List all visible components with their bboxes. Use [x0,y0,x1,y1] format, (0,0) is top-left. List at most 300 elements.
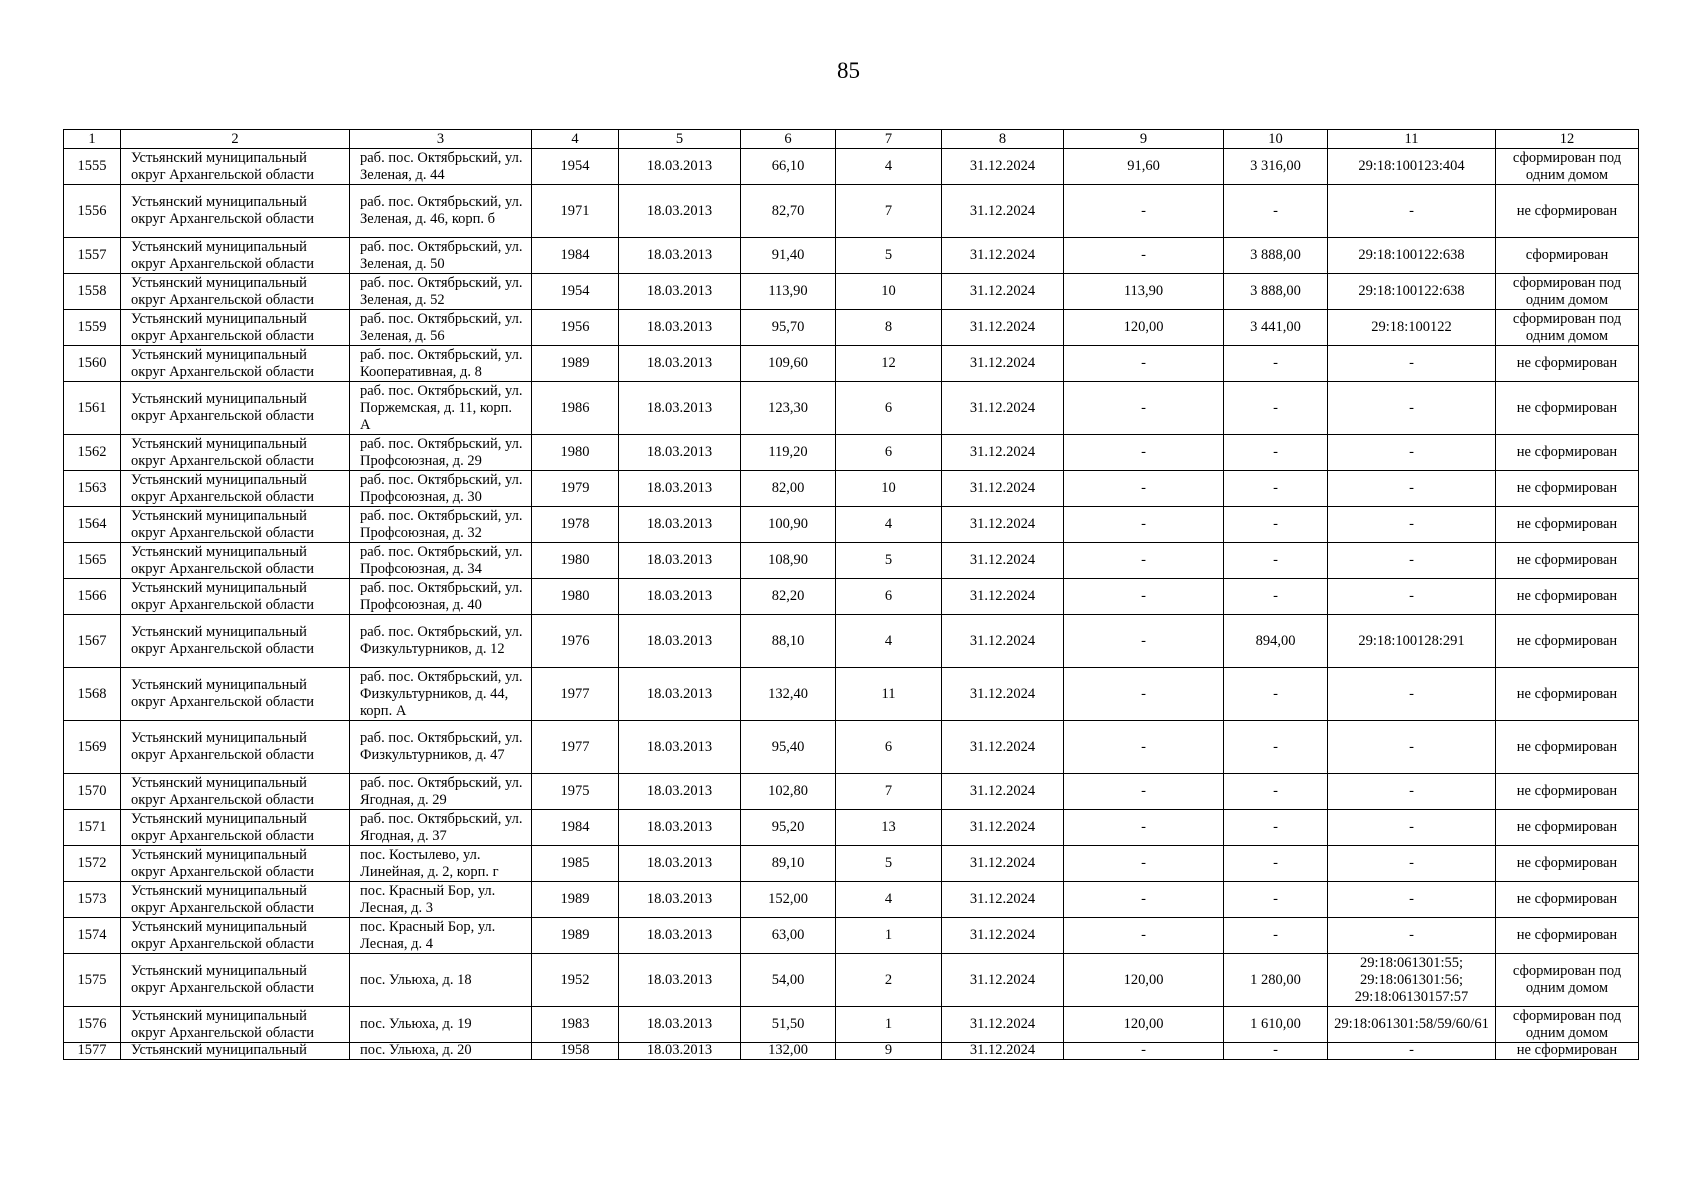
table-row [64,774,1639,810]
col9-cell: 91,60 [1064,149,1224,185]
col8-cell: 31.12.2024 [942,149,1064,185]
area-cell: 89,10 [741,846,836,882]
col7-cell: 4 [836,149,942,185]
cadastral-number-cell: 29:18:100122:638 [1328,238,1496,274]
year-cell: 1986 [532,382,619,435]
column-header-7: 7 [836,130,942,149]
cadastral-number-cell: - [1328,382,1496,435]
table-row [64,274,1639,310]
date-cell: 18.03.2013 [619,543,741,579]
owner-cell: Устьянский муниципальный округ Архангельской области [121,615,350,668]
address-cell: раб. пос. Октябрьский, ул. Зеленая, д. 52 [350,274,532,310]
date-cell: 18.03.2013 [619,1043,741,1060]
year-cell: 1952 [532,954,619,1007]
table-row [64,1043,1639,1060]
owner-cell: Устьянский муниципальный округ Архангельской области [121,774,350,810]
address-cell: пос. Ульюха, д. 20 [350,1043,532,1060]
land-status-cell: не сформирован [1496,846,1639,882]
address-cell: раб. пос. Октябрьский, ул. Ягодная, д. 37 [350,810,532,846]
address-cell: пос. Костылево, ул. Линейная, д. 2, корп. г [350,846,532,882]
column-header-3: 3 [350,130,532,149]
col9-cell: - [1064,846,1224,882]
land-status-cell: сформирован под одним домом [1496,274,1639,310]
table-row [64,238,1639,274]
cadastral-number-cell: - [1328,721,1496,774]
owner-cell: Устьянский муниципальный округ Архангельской области [121,149,350,185]
land-status-cell: не сформирован [1496,668,1639,721]
cadastral-number-cell: 29:18:100122 [1328,310,1496,346]
area-cell: 95,20 [741,810,836,846]
col10-cell: - [1224,579,1328,615]
address-cell: раб. пос. Октябрьский, ул. Физкультурников, д. 12 [350,615,532,668]
area-cell: 113,90 [741,274,836,310]
area-cell: 102,80 [741,774,836,810]
cadastral-number-cell: 29:18:100128:291 [1328,615,1496,668]
land-status-cell: не сформирован [1496,185,1639,238]
col10-cell: - [1224,668,1328,721]
col10-cell: - [1224,882,1328,918]
row-number-cell: 1556 [64,185,121,238]
col9-cell: - [1064,918,1224,954]
year-cell: 1984 [532,238,619,274]
year-cell: 1983 [532,1007,619,1043]
land-status-cell: сформирован под одним домом [1496,954,1639,1007]
area-cell: 95,70 [741,310,836,346]
table-row [64,846,1639,882]
cadastral-number-cell: - [1328,346,1496,382]
date-cell: 18.03.2013 [619,310,741,346]
owner-cell: Устьянский муниципальный округ Архангельской области [121,543,350,579]
column-number-row [64,130,1639,149]
col7-cell: 6 [836,579,942,615]
year-cell: 1954 [532,274,619,310]
row-number-cell: 1574 [64,918,121,954]
col8-cell: 31.12.2024 [942,346,1064,382]
col7-cell: 5 [836,238,942,274]
col8-cell: 31.12.2024 [942,310,1064,346]
year-cell: 1971 [532,185,619,238]
date-cell: 18.03.2013 [619,579,741,615]
col10-cell: - [1224,543,1328,579]
land-status-cell: не сформирован [1496,882,1639,918]
col8-cell: 31.12.2024 [942,918,1064,954]
col9-cell: - [1064,1043,1224,1060]
area-cell: 152,00 [741,882,836,918]
table-row [64,579,1639,615]
cadastral-number-cell: - [1328,1043,1496,1060]
address-cell: раб. пос. Октябрьский, ул. Профсоюзная, д. 40 [350,579,532,615]
col7-cell: 12 [836,346,942,382]
col7-cell: 13 [836,810,942,846]
col9-cell: - [1064,721,1224,774]
col8-cell: 31.12.2024 [942,774,1064,810]
date-cell: 18.03.2013 [619,668,741,721]
area-cell: 123,30 [741,382,836,435]
owner-cell: Устьянский муниципальный округ Архангельской области [121,382,350,435]
land-status-cell: не сформирован [1496,774,1639,810]
col7-cell: 1 [836,918,942,954]
year-cell: 1980 [532,579,619,615]
col9-cell: - [1064,810,1224,846]
col9-cell: - [1064,579,1224,615]
col7-cell: 1 [836,1007,942,1043]
col9-cell: - [1064,185,1224,238]
year-cell: 1958 [532,1043,619,1060]
year-cell: 1977 [532,721,619,774]
cadastral-number-cell: - [1328,810,1496,846]
column-header-11: 11 [1328,130,1496,149]
address-cell: раб. пос. Октябрьский, ул. Профсоюзная, д. 30 [350,471,532,507]
col7-cell: 9 [836,1043,942,1060]
col8-cell: 31.12.2024 [942,238,1064,274]
column-header-6: 6 [741,130,836,149]
date-cell: 18.03.2013 [619,846,741,882]
area-cell: 100,90 [741,507,836,543]
area-cell: 95,40 [741,721,836,774]
address-cell: раб. пос. Октябрьский, ул. Зеленая, д. 46, корп. б [350,185,532,238]
land-status-cell: не сформирован [1496,721,1639,774]
year-cell: 1989 [532,918,619,954]
year-cell: 1989 [532,346,619,382]
row-number-cell: 1560 [64,346,121,382]
row-number-cell: 1565 [64,543,121,579]
cadastral-number-cell: 29:18:100122:638 [1328,274,1496,310]
land-status-cell: сформирован под одним домом [1496,1007,1639,1043]
col10-cell: - [1224,382,1328,435]
cadastral-number-cell: 29:18:061301:55; 29:18:061301:56; 29:18:06130157:57 [1328,954,1496,1007]
land-status-cell: не сформирован [1496,615,1639,668]
row-number-cell: 1566 [64,579,121,615]
table-row [64,149,1639,185]
year-cell: 1978 [532,507,619,543]
col8-cell: 31.12.2024 [942,954,1064,1007]
date-cell: 18.03.2013 [619,185,741,238]
col10-cell: 3 441,00 [1224,310,1328,346]
col8-cell: 31.12.2024 [942,615,1064,668]
cadastral-number-cell: - [1328,543,1496,579]
table-row [64,668,1639,721]
address-cell: раб. пос. Октябрьский, ул. Профсоюзная, д. 34 [350,543,532,579]
table-row [64,615,1639,668]
row-number-cell: 1569 [64,721,121,774]
address-cell: раб. пос. Октябрьский, ул. Зеленая, д. 56 [350,310,532,346]
col7-cell: 4 [836,882,942,918]
area-cell: 109,60 [741,346,836,382]
owner-cell: Устьянский муниципальный округ Архангельской области [121,185,350,238]
row-number-cell: 1575 [64,954,121,1007]
owner-cell: Устьянский муниципальный округ Архангельской области [121,238,350,274]
col8-cell: 31.12.2024 [942,721,1064,774]
column-header-12: 12 [1496,130,1639,149]
address-cell: раб. пос. Октябрьский, ул. Физкультурников, д. 44, корп. А [350,668,532,721]
owner-cell: Устьянский муниципальный округ Архангельской области [121,918,350,954]
owner-cell: Устьянский муниципальный округ Архангельской области [121,1007,350,1043]
year-cell: 1954 [532,149,619,185]
land-status-cell: не сформирован [1496,346,1639,382]
page-number: 85 [837,58,860,83]
date-cell: 18.03.2013 [619,507,741,543]
col10-cell: 3 316,00 [1224,149,1328,185]
owner-cell: Устьянский муниципальный округ Архангельской области [121,954,350,1007]
col7-cell: 4 [836,615,942,668]
address-cell: пос. Красный Бор, ул. Лесная, д. 3 [350,882,532,918]
table-row [64,721,1639,774]
address-cell: раб. пос. Октябрьский, ул. Зеленая, д. 50 [350,238,532,274]
table-row [64,382,1639,435]
table-row [64,435,1639,471]
area-cell: 88,10 [741,615,836,668]
cadastral-number-cell: - [1328,774,1496,810]
year-cell: 1980 [532,435,619,471]
row-number-cell: 1559 [64,310,121,346]
date-cell: 18.03.2013 [619,435,741,471]
address-cell: пос. Ульюха, д. 18 [350,954,532,1007]
land-status-cell: не сформирован [1496,1043,1639,1060]
col8-cell: 31.12.2024 [942,810,1064,846]
cadastral-number-cell: 29:18:061301:58/59/60/61 [1328,1007,1496,1043]
col7-cell: 8 [836,310,942,346]
table-row [64,954,1639,1007]
row-number-cell: 1561 [64,382,121,435]
table-row [64,810,1639,846]
owner-cell: Устьянский муниципальный округ Архангельской области [121,310,350,346]
owner-cell: Устьянский муниципальный округ Архангельской области [121,846,350,882]
area-cell: 82,00 [741,471,836,507]
col7-cell: 7 [836,774,942,810]
column-header-4: 4 [532,130,619,149]
land-status-cell: не сформирован [1496,579,1639,615]
col9-cell: - [1064,615,1224,668]
cadastral-number-cell: - [1328,507,1496,543]
area-cell: 63,00 [741,918,836,954]
row-number-cell: 1573 [64,882,121,918]
col9-cell: - [1064,507,1224,543]
col8-cell: 31.12.2024 [942,579,1064,615]
address-cell: раб. пос. Октябрьский, ул. Поржемская, д. 11, корп. А [350,382,532,435]
col7-cell: 6 [836,721,942,774]
row-number-cell: 1555 [64,149,121,185]
date-cell: 18.03.2013 [619,238,741,274]
date-cell: 18.03.2013 [619,721,741,774]
row-number-cell: 1570 [64,774,121,810]
col9-cell: 120,00 [1064,1007,1224,1043]
table-body [64,149,1639,1060]
area-cell: 108,90 [741,543,836,579]
date-cell: 18.03.2013 [619,149,741,185]
row-number-cell: 1562 [64,435,121,471]
row-number-cell: 1564 [64,507,121,543]
col8-cell: 31.12.2024 [942,1007,1064,1043]
owner-cell: Устьянский муниципальный округ Архангельской области [121,435,350,471]
owner-cell: Устьянский муниципальный округ Архангельской области [121,882,350,918]
col10-cell: 894,00 [1224,615,1328,668]
column-header-1: 1 [64,130,121,149]
col10-cell: - [1224,1043,1328,1060]
row-number-cell: 1577 [64,1043,121,1060]
address-cell: раб. пос. Октябрьский, ул. Зеленая, д. 44 [350,149,532,185]
column-header-2: 2 [121,130,350,149]
land-status-cell: не сформирован [1496,918,1639,954]
row-number-cell: 1571 [64,810,121,846]
col8-cell: 31.12.2024 [942,846,1064,882]
date-cell: 18.03.2013 [619,274,741,310]
date-cell: 18.03.2013 [619,615,741,668]
row-number-cell: 1576 [64,1007,121,1043]
col7-cell: 5 [836,543,942,579]
table-row [64,543,1639,579]
owner-cell: Устьянский муниципальный округ Архангельской области [121,507,350,543]
table-row [64,310,1639,346]
col9-cell: - [1064,471,1224,507]
table-row [64,918,1639,954]
col10-cell: - [1224,721,1328,774]
year-cell: 1977 [532,668,619,721]
land-status-cell: сформирован [1496,238,1639,274]
col10-cell: 1 280,00 [1224,954,1328,1007]
date-cell: 18.03.2013 [619,918,741,954]
address-cell: раб. пос. Октябрьский, ул. Физкультурников, д. 47 [350,721,532,774]
col10-cell: 3 888,00 [1224,274,1328,310]
land-status-cell: не сформирован [1496,507,1639,543]
land-status-cell: не сформирован [1496,810,1639,846]
table-row [64,471,1639,507]
col10-cell: - [1224,435,1328,471]
col8-cell: 31.12.2024 [942,1043,1064,1060]
table-row [64,882,1639,918]
row-number-cell: 1568 [64,668,121,721]
cadastral-number-cell: - [1328,918,1496,954]
col9-cell: 120,00 [1064,954,1224,1007]
col7-cell: 5 [836,846,942,882]
row-number-cell: 1567 [64,615,121,668]
col10-cell: 3 888,00 [1224,238,1328,274]
owner-cell: Устьянский муниципальный округ Архангельской области [121,346,350,382]
area-cell: 51,50 [741,1007,836,1043]
address-cell: раб. пос. Октябрьский, ул. Ягодная, д. 29 [350,774,532,810]
address-cell: пос. Ульюха, д. 19 [350,1007,532,1043]
col7-cell: 11 [836,668,942,721]
table-row [64,346,1639,382]
col9-cell: - [1064,774,1224,810]
column-header-5: 5 [619,130,741,149]
col8-cell: 31.12.2024 [942,668,1064,721]
col10-cell: - [1224,918,1328,954]
col9-cell: - [1064,238,1224,274]
year-cell: 1984 [532,810,619,846]
year-cell: 1985 [532,846,619,882]
col8-cell: 31.12.2024 [942,274,1064,310]
cadastral-number-cell: - [1328,668,1496,721]
address-cell: раб. пос. Октябрьский, ул. Профсоюзная, д. 32 [350,507,532,543]
col7-cell: 6 [836,435,942,471]
date-cell: 18.03.2013 [619,382,741,435]
area-cell: 66,10 [741,149,836,185]
cadastral-number-cell: - [1328,435,1496,471]
year-cell: 1989 [532,882,619,918]
address-cell: раб. пос. Октябрьский, ул. Профсоюзная, д. 29 [350,435,532,471]
col10-cell: - [1224,774,1328,810]
year-cell: 1975 [532,774,619,810]
address-cell: пос. Красный Бор, ул. Лесная, д. 4 [350,918,532,954]
area-cell: 82,20 [741,579,836,615]
col8-cell: 31.12.2024 [942,185,1064,238]
area-cell: 132,40 [741,668,836,721]
col9-cell: - [1064,435,1224,471]
area-cell: 82,70 [741,185,836,238]
col8-cell: 31.12.2024 [942,543,1064,579]
col9-cell: - [1064,382,1224,435]
housing-registry-table [63,129,1639,1060]
col10-cell: - [1224,346,1328,382]
col7-cell: 6 [836,382,942,435]
row-number-cell: 1557 [64,238,121,274]
cadastral-number-cell: - [1328,846,1496,882]
date-cell: 18.03.2013 [619,810,741,846]
col8-cell: 31.12.2024 [942,882,1064,918]
cadastral-number-cell: - [1328,185,1496,238]
table-row [64,1007,1639,1043]
owner-cell: Устьянский муниципальный [121,1043,350,1060]
owner-cell: Устьянский муниципальный округ Архангельской области [121,274,350,310]
row-number-cell: 1563 [64,471,121,507]
row-number-cell: 1558 [64,274,121,310]
col7-cell: 10 [836,471,942,507]
col7-cell: 4 [836,507,942,543]
area-cell: 91,40 [741,238,836,274]
year-cell: 1979 [532,471,619,507]
cadastral-number-cell: - [1328,882,1496,918]
col7-cell: 10 [836,274,942,310]
row-number-cell: 1572 [64,846,121,882]
col10-cell: 1 610,00 [1224,1007,1328,1043]
owner-cell: Устьянский муниципальный округ Архангельской области [121,668,350,721]
table-row [64,507,1639,543]
land-status-cell: не сформирован [1496,471,1639,507]
land-status-cell: сформирован под одним домом [1496,149,1639,185]
cadastral-number-cell: 29:18:100123:404 [1328,149,1496,185]
owner-cell: Устьянский муниципальный округ Архангельской области [121,810,350,846]
area-cell: 132,00 [741,1043,836,1060]
col9-cell: - [1064,668,1224,721]
land-status-cell: не сформирован [1496,435,1639,471]
col8-cell: 31.12.2024 [942,507,1064,543]
year-cell: 1980 [532,543,619,579]
col9-cell: - [1064,346,1224,382]
col9-cell: - [1064,543,1224,579]
column-header-8: 8 [942,130,1064,149]
owner-cell: Устьянский муниципальный округ Архангельской области [121,721,350,774]
col10-cell: - [1224,810,1328,846]
col7-cell: 7 [836,185,942,238]
cadastral-number-cell: - [1328,471,1496,507]
col8-cell: 31.12.2024 [942,382,1064,435]
area-cell: 119,20 [741,435,836,471]
date-cell: 18.03.2013 [619,954,741,1007]
col9-cell: 113,90 [1064,274,1224,310]
date-cell: 18.03.2013 [619,471,741,507]
cadastral-number-cell: - [1328,579,1496,615]
col10-cell: - [1224,471,1328,507]
land-status-cell: не сформирован [1496,543,1639,579]
land-status-cell: сформирован под одним домом [1496,310,1639,346]
col9-cell: 120,00 [1064,310,1224,346]
column-header-10: 10 [1224,130,1328,149]
date-cell: 18.03.2013 [619,774,741,810]
col7-cell: 2 [836,954,942,1007]
col10-cell: - [1224,507,1328,543]
col10-cell: - [1224,846,1328,882]
date-cell: 18.03.2013 [619,882,741,918]
